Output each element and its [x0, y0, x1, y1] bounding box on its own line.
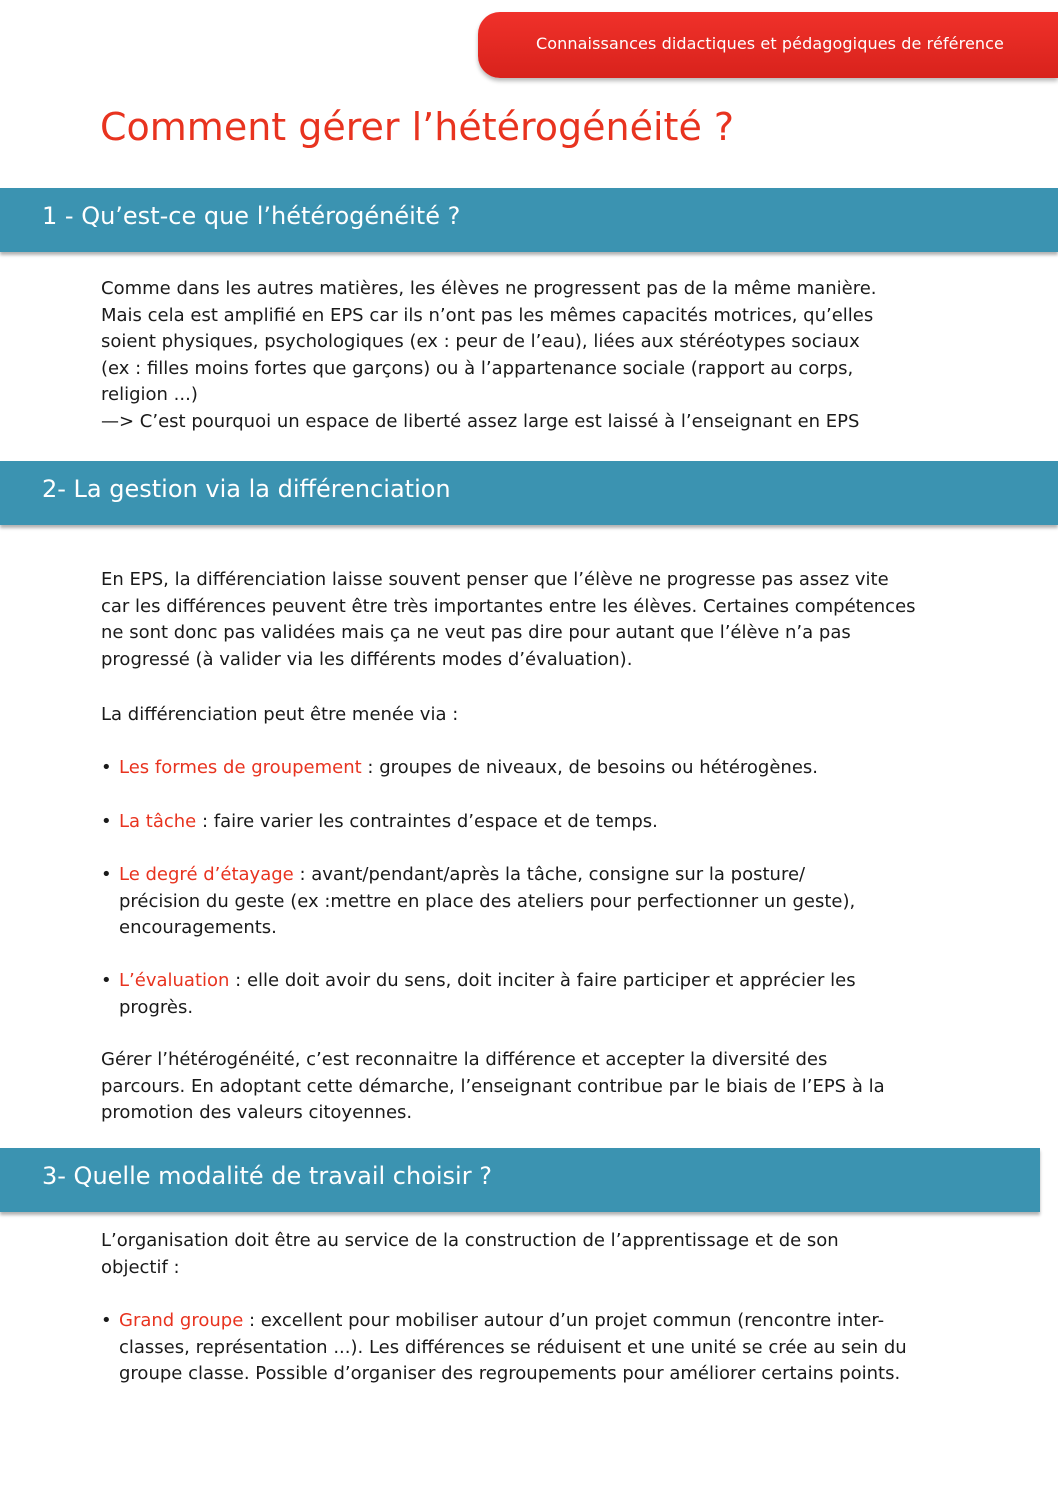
bullet-text: groupe classe. Possible d’organiser des regroupements pour améliorer certains points.	[119, 1363, 901, 1384]
bullet-term: Le degré d’étayage	[119, 864, 294, 885]
text-line: Comme dans les autres matières, les élèves ne progressent pas de la même manière.	[101, 278, 877, 299]
text-line: progressé (à valider via les différents modes d’évaluation).	[101, 648, 633, 670]
header-tab-text: Connaissances didactiques et pédagogiques de référence	[536, 34, 1004, 53]
bullet-item-task	[101, 809, 979, 836]
bullet-text: encouragements.	[119, 917, 277, 938]
bullet-text: précision du geste (ex :mettre en place des ateliers pour perfectionner un geste),	[119, 890, 856, 912]
text-line: L’organisation doit être au service de la construction de l’apprentissage et de son	[101, 1230, 839, 1251]
bullet-icon: •	[101, 811, 112, 832]
text-line: (ex : filles moins fortes que garçons) ou à l’appartenance sociale (rapport au corps,	[101, 357, 854, 379]
bullet-item-grouping	[101, 755, 979, 782]
text-line: religion ...)	[101, 384, 198, 405]
bullet-term: L’évaluation	[119, 970, 230, 991]
page-title: Comment gérer l’hétérogénéité ?	[100, 105, 735, 149]
section-3-intro	[101, 1228, 981, 1281]
bullet-term: Les formes de groupement	[119, 757, 362, 778]
text-line: promotion des valeurs citoyennes.	[101, 1102, 413, 1123]
bullet-icon: •	[101, 970, 112, 991]
bullet-item-large-group	[101, 1308, 979, 1388]
text-line: soient physiques, psychologiques (ex : peur de l’eau), liées aux stéréotypes sociaux	[101, 331, 860, 352]
bullet-icon: •	[101, 1310, 112, 1331]
bullet-text: : avant/pendant/après la tâche, consigne sur la posture/	[293, 864, 806, 885]
bullet-text: : groupes de niveaux, de besoins ou hétérogènes.	[361, 757, 819, 778]
bullet-term: Grand groupe	[119, 1310, 244, 1331]
section-2-conclusion	[101, 1047, 981, 1127]
text-line: parcours. En adoptant cette démarche, l’enseignant contribue par le biais de l’EPS à la	[101, 1075, 885, 1097]
section-1-banner	[0, 188, 1058, 252]
text-line: Mais cela est amplifié en EPS car ils n’ont pas les mêmes capacités motrices, qu’elles	[101, 304, 874, 326]
section-3-banner	[0, 1148, 1040, 1212]
section-2-heading: 2- La gestion via la différenciation	[42, 475, 451, 503]
text-line: Gérer l’hétérogénéité, c’est reconnaitre la différence et accepter la diversité des	[101, 1049, 828, 1070]
bullet-item-evaluation	[101, 968, 979, 1021]
text-line: ne sont donc pas validées mais ça ne veut pas dire pour autant que l’élève n’a pas	[101, 622, 851, 643]
bullet-text: : faire varier les contraintes d’espace et de temps.	[196, 811, 658, 832]
bullet-term: La tâche	[119, 811, 197, 832]
section-1-paragraph	[101, 276, 981, 435]
text-line: objectif :	[101, 1256, 180, 1278]
section-2-intro	[101, 567, 981, 673]
bullet-text: : elle doit avoir du sens, doit inciter à faire participer et apprécier les	[229, 970, 856, 991]
bullet-text: progrès.	[119, 996, 194, 1018]
text-line: —> C’est pourquoi un espace de liberté assez large est laissé à l’enseignant en EPS	[101, 410, 860, 432]
bullet-item-scaffolding	[101, 862, 979, 942]
section-2-banner	[0, 461, 1058, 525]
header-tab	[478, 12, 1058, 78]
section-3-heading: 3- Quelle modalité de travail choisir ?	[42, 1162, 492, 1190]
section-1-heading: 1 - Qu’est-ce que l’hétérogénéité ?	[42, 202, 461, 230]
text-line: En EPS, la différenciation laisse souvent penser que l’élève ne progresse pas assez vite	[101, 569, 889, 590]
bullet-text: classes, représentation ...). Les différences se réduisent et une unité se crée au sein du	[119, 1336, 907, 1358]
section-2-lead: La différenciation peut être menée via :	[101, 704, 459, 725]
bullet-text: : excellent pour mobiliser autour d’un projet commun (rencontre inter-	[243, 1310, 885, 1331]
bullet-icon: •	[101, 864, 112, 885]
bullet-icon: •	[101, 757, 112, 778]
text-line: car les différences peuvent être très importantes entre les élèves. Certaines compétences	[101, 595, 916, 617]
